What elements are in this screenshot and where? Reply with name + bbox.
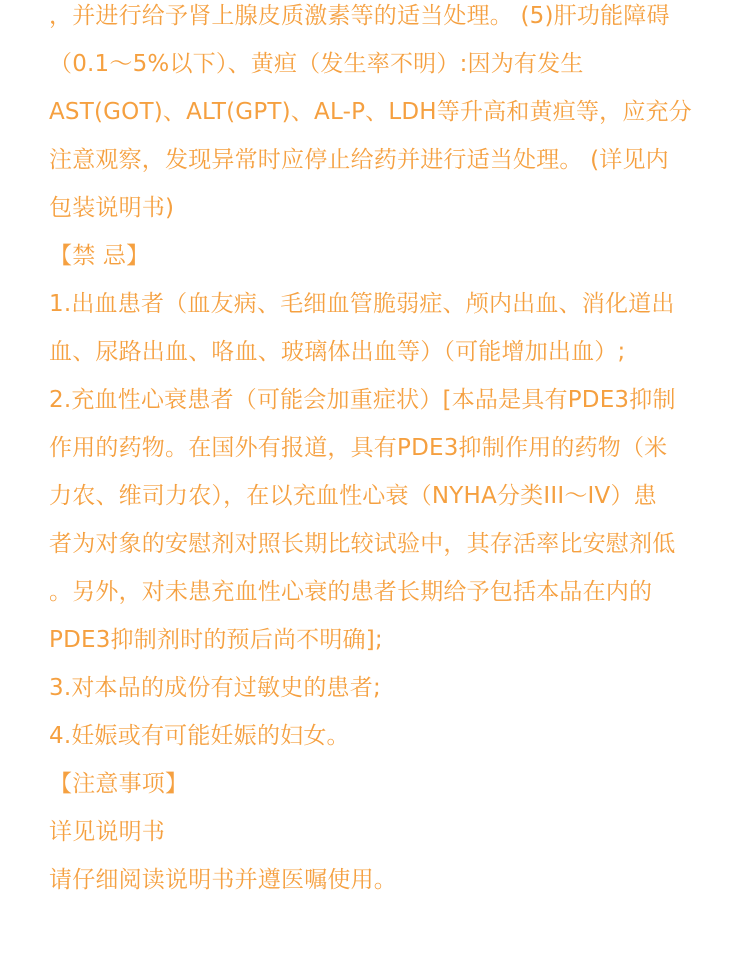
text-line-5: 包装说明书) (49, 195, 175, 221)
text-line-3: AST(GOT)、ALT(GPT)、AL-P、LDH等升高和黄疸等，应充分 (49, 99, 692, 125)
text-line-9: 2.充血性心衰患者（可能会加重症状）[本品是具有PDE3抑制 (49, 387, 676, 413)
text-line-12: 者为对象的安慰剂对照长期比较试验中，其存活率比安慰剂低 (49, 531, 676, 557)
section-heading-precautions: 【注意事项】 (49, 771, 189, 797)
text-line-14: PDE3抑制剂时的预后尚不明确]; (49, 627, 383, 653)
text-line-15: 3.对本品的成份有过敏史的患者; (49, 675, 381, 701)
text-line-11: 力农、维司力农），在以充血性心衰（NYHA分类III～IV）患 (49, 483, 657, 509)
text-line-8: 血、尿路出血、咯血、玻璃体出血等）（可能增加出血）; (49, 339, 626, 365)
text-line-10: 作用的药物。在国外有报道，具有PDE3抑制作用的药物（米 (49, 435, 668, 461)
text-line-18: 详见说明书 (49, 819, 165, 845)
text-line-1: ，并进行给予肾上腺皮质激素等的适当处理。 (5)肝功能障碍 (49, 3, 670, 29)
text-line-13: 。另外，对未患充血性心衰的患者长期给予包括本品在内的 (49, 579, 653, 605)
text-line-4: 注意观察，发现异常时应停止给药并进行适当处理。 (详见内 (49, 147, 669, 173)
text-line-16: 4.妊娠或有可能妊娠的妇女。 (49, 723, 350, 749)
text-line-19: 请仔细阅读说明书并遵医嘱使用。 (49, 867, 397, 893)
text-line-2: （0.1～5%以下）、黄疸（发生率不明）:因为有发生 (49, 51, 584, 77)
text-line-7: 1.出血患者（血友病、毛细血管脆弱症、颅内出血、消化道出 (49, 291, 675, 317)
section-heading-contraindications: 【禁 忌】 (49, 243, 150, 269)
document-body (49, 0, 709, 904)
